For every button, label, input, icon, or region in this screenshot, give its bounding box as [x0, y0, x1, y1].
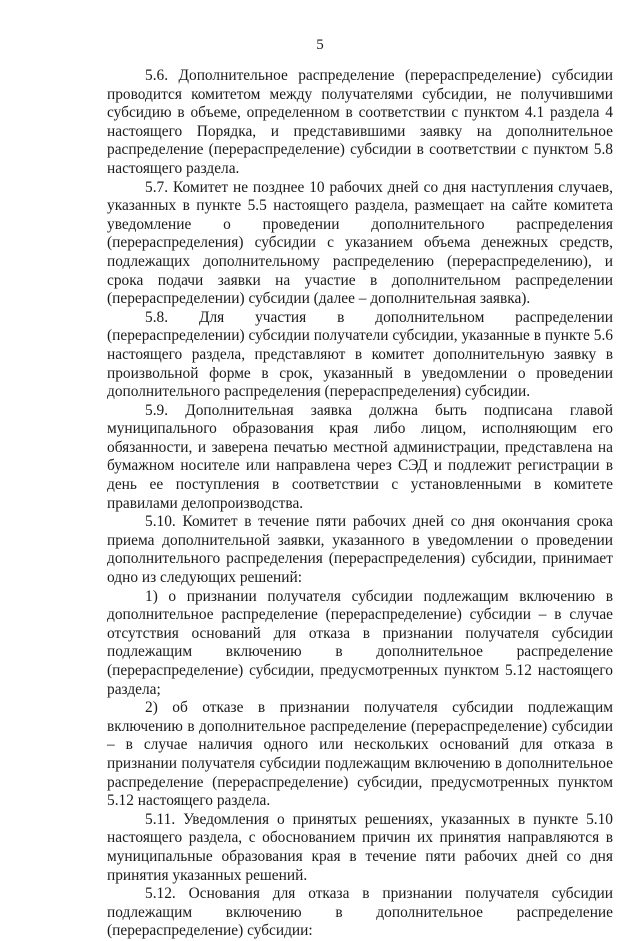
paragraph-5-11: 5.11. Уведомления о принятых решениях, указанных в пункте 5.10 настоящего раздела, с обоснованием причин их принятия направляются в муниципальные образования края в течение пяти рабочих дней со дня принятия указанных решений. [107, 810, 613, 884]
paragraph-5-9: 5.9. Дополнительная заявка должна быть подписана главой муниципального образования края либо лицом, исполняющим его обязанности, и заверена печатью местной администрации, представлена на бумажном носителе или направлена через СЭД и подлежит регистрации в день ее поступления в соответствии с установленными в комитете правилами делопроизводства. [107, 401, 613, 512]
paragraph-5-10-item-2: 2) об отказе в признании получателя субсидии подлежащим включению в дополнительное распределение (перераспределение) субсидии – в случае наличия одного или нескольких оснований для отказа в признании получателя субсидии подлежащим включению в дополнительное распределение (перераспределение) субсидии, предусмотренных пунктом 5.12 настоящего раздела. [107, 699, 613, 810]
paragraph-5-10: 5.10. Комитет в течение пяти рабочих дней со дня окончания срока приема дополнительной заявки, указанного в уведомлении о проведении дополнительного распределения (перераспределения) субсидии, принимает одно из следующих решений: [107, 513, 613, 587]
paragraph-5-8: 5.8. Для участия в дополнительном распределении (перераспределении) субсидии получатели субсидии, указанные в пункте 5.6 настоящего раздела, представляют в комитет дополнительную заявку в произвольной форме в срок, указанный в уведомлении о проведении дополнительного распределения (перераспределения) субсидии. [107, 308, 613, 401]
paragraph-5-10-item-1: 1) о признании получателя субсидии подлежащим включению в дополнительное распределение (перераспределение) субсидии – в случае отсутствия оснований для отказа в признании получателя субсидии подлежащим включению в дополнительное распределение (перераспределение) субсидии, предусмотренных пунктом 5.12 настоящего раздела; [107, 587, 613, 698]
paragraph-5-6: 5.6. Дополнительное распределение (перераспределение) субсидии проводится комитетом между получателями субсидии, не получившими субсидию в объеме, определенном в соответствии с пунктом 4.1 раздела 4 настоящего Порядка, и представившими заявку на дополнительное распределение (перераспределение) субсидии в соответствии с пунктом 5.8 настоящего раздела. [107, 67, 613, 177]
document-body [107, 67, 613, 941]
page-number: 5 [316, 37, 324, 53]
paragraph-5-12: 5.12. Основания для отказа в признании получателя субсидии подлежащим включению в дополнительное распределение (перераспределение) субсидии: [107, 885, 613, 940]
paragraph-5-7: 5.7. Комитет не позднее 10 рабочих дней со дня наступления случаев, указанных в пункте 5.5 настоящего раздела, размещает на сайте комитета уведомление о проведении дополнительного распределения (перераспределения) субсидии с указанием объема денежных средств, подлежащих дополнительному распределению (перераспределению), и срока подачи заявки на участие в дополнительном распределении (перераспределении) субсидии (далее – дополнительная заявка). [107, 178, 613, 308]
